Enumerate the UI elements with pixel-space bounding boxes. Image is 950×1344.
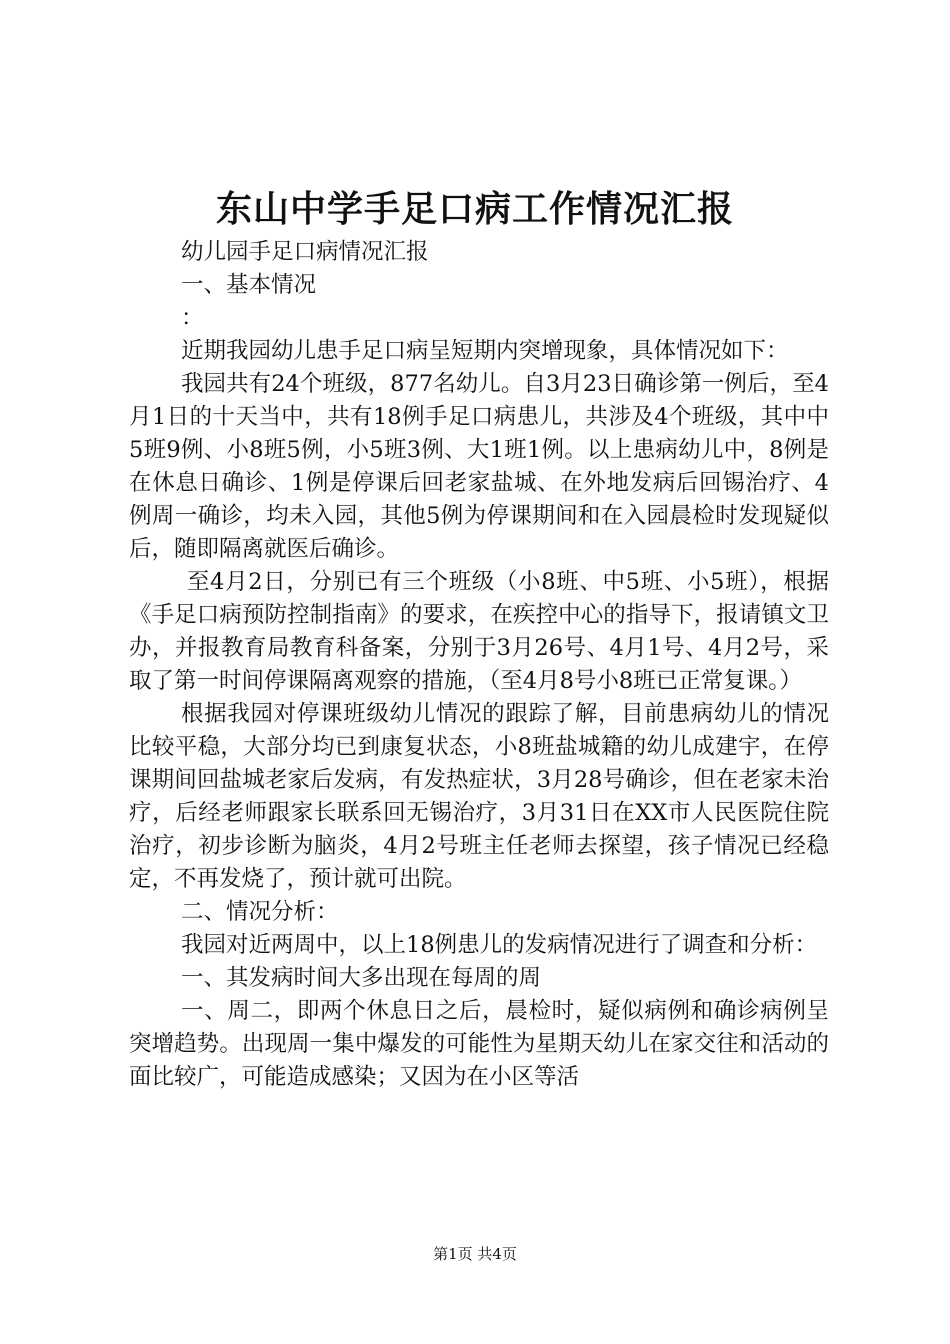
body-paragraph: 至4月2日，分别已有三个班级（小8班、中5班、小5班），根据《手足口病预防控制指南》的要求，在疾控中心的指导下，报请镇文卫办，并报教育局教育科备案，分别于3月26号、4月1号、4月2号，采取了第一时间停课隔离观察的措施，（至4月8号小8班已正常复课。） bbox=[129, 569, 829, 694]
subtitle-paragraph: 幼儿园手足口病情况汇报 bbox=[181, 239, 429, 265]
section-heading-basic-situation: 一、基本情况 bbox=[181, 272, 317, 298]
body-paragraph: 一、其发病时间大多出现在每周的周 bbox=[181, 965, 542, 991]
colon-line: ： bbox=[181, 305, 204, 331]
page-footer: 第1页 共4页 bbox=[433, 1245, 517, 1263]
body-paragraph: 根据我园对停课班级幼儿情况的跟踪了解，目前患病幼儿的情况比较平稳，大部分均已到康复状态，小8班盐城籍的幼儿成建宇，在停课期间回盐城老家后发病，有发热症状，3月28号确诊，但在老家未治疗，后经老师跟家长联系回无锡治疗，3月31日在XX市人民医院住院治疗，初步诊断为脑炎，4月2号班主任老师去探望，孩子情况已经稳定，不再发烧了，预计就可出院。 bbox=[129, 701, 829, 892]
document-title: 东山中学手足口病工作情况汇报 bbox=[215, 188, 734, 230]
document-body bbox=[129, 236, 829, 1094]
body-paragraph: 我园对近两周中，以上18例患儿的发病情况进行了调查和分析： bbox=[181, 932, 818, 958]
body-paragraph: 近期我园幼儿患手足口病呈短期内突增现象，具体情况如下： bbox=[181, 338, 789, 364]
section-heading-analysis: 二、情况分析： bbox=[181, 899, 339, 925]
body-paragraph: 我园共有24个班级，877名幼儿。自3月23日确诊第一例后，至4月1日的十天当中，共有18例手足口病患儿，共涉及4个班级，其中中5班9例、小8班5例，小5班3例、大1班1例。以上患病幼儿中，8例是在休息日确诊、1例是停课后回老家盐城、在外地发病后回锡治疗、4例周一确诊，均未入园，其他5例为停课期间和在入园晨检时发现疑似后，随即隔离就医后确诊。 bbox=[129, 371, 829, 562]
body-paragraph: 一、周二，即两个休息日之后，晨检时，疑似病例和确诊病例呈突增趋势。出现周一集中爆发的可能性为星期天幼儿在家交往和活动的面比较广，可能造成感染；又因为在小区等活 bbox=[129, 998, 829, 1090]
